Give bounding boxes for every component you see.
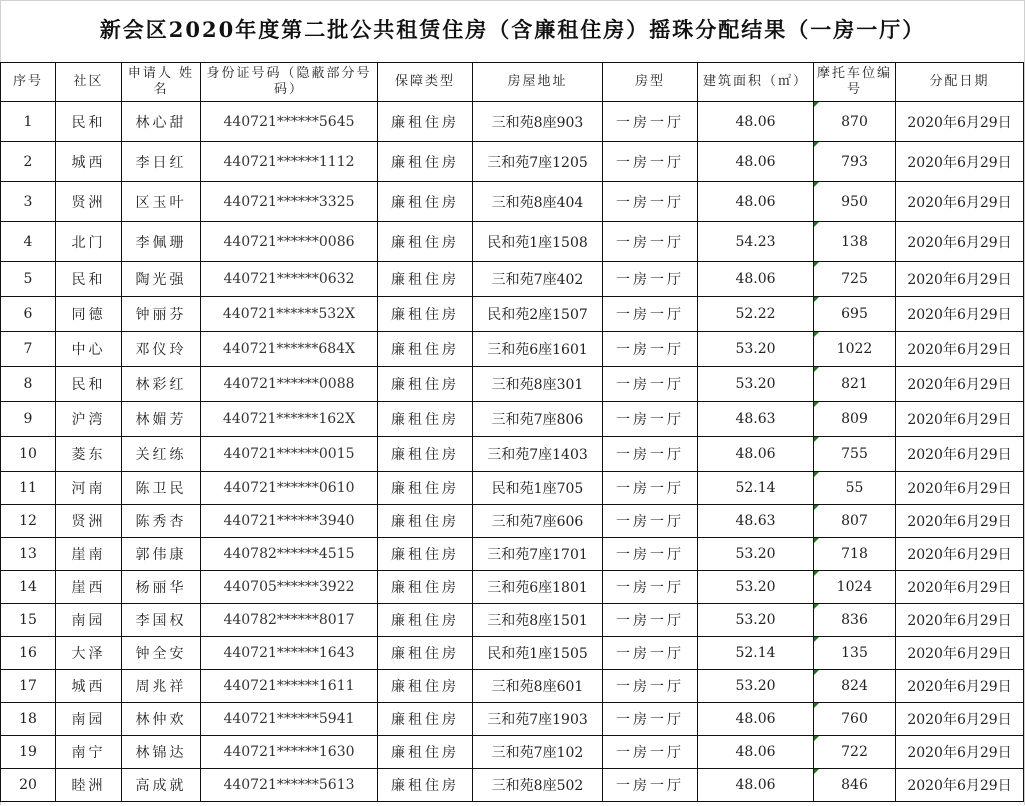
cell-date: 2020年6月29日	[896, 437, 1024, 472]
cell-moto-slot: 135	[814, 637, 896, 670]
table-row	[1, 472, 1024, 505]
cell-layout: 一房一厅	[603, 604, 698, 637]
header-id-number: 身份证号码（隐蔽部分号码）	[201, 63, 378, 102]
cell-address: 民和苑2座1507	[473, 297, 603, 332]
cell-moto-slot: 138	[814, 222, 896, 262]
cell-address: 三和苑8座903	[473, 102, 603, 142]
cell-seq: 1	[1, 102, 56, 142]
cell-id-number: 440721******0610	[201, 472, 378, 505]
cell-housing-type: 廉租住房	[378, 182, 473, 222]
cell-housing-type: 廉租住房	[378, 637, 473, 670]
cell-area: 48.63	[698, 402, 814, 437]
cell-housing-type: 廉租住房	[378, 142, 473, 182]
cell-community: 河南	[56, 472, 122, 505]
cell-moto-slot: 718	[814, 538, 896, 571]
cell-housing-type: 廉租住房	[378, 670, 473, 703]
cell-area: 52.14	[698, 637, 814, 670]
table-row	[1, 571, 1024, 604]
cell-community: 崖西	[56, 571, 122, 604]
cell-moto-slot: 950	[814, 182, 896, 222]
table-row	[1, 670, 1024, 703]
cell-id-number: 440721******5645	[201, 102, 378, 142]
allocation-table	[0, 62, 1024, 802]
cell-seq: 13	[1, 538, 56, 571]
cell-moto-slot: 1024	[814, 571, 896, 604]
cell-id-number: 440705******3922	[201, 571, 378, 604]
cell-moto-slot: 870	[814, 102, 896, 142]
cell-applicant: 区玉叶	[122, 182, 201, 222]
cell-date: 2020年6月29日	[896, 769, 1024, 802]
cell-address: 三和苑7座102	[473, 736, 603, 769]
cell-applicant: 周兆祥	[122, 670, 201, 703]
cell-housing-type: 廉租住房	[378, 571, 473, 604]
cell-area: 48.63	[698, 505, 814, 538]
cell-housing-type: 廉租住房	[378, 769, 473, 802]
cell-id-number: 440721******3325	[201, 182, 378, 222]
cell-address: 三和苑7座1205	[473, 142, 603, 182]
header-applicant: 申请人 姓名	[122, 63, 201, 102]
cell-area: 48.06	[698, 736, 814, 769]
cell-address: 三和苑7座402	[473, 262, 603, 297]
cell-id-number: 440721******5613	[201, 769, 378, 802]
cell-moto-slot: 793	[814, 142, 896, 182]
cell-moto-slot: 807	[814, 505, 896, 538]
cell-area: 48.06	[698, 142, 814, 182]
cell-address: 三和苑7座806	[473, 402, 603, 437]
cell-address: 三和苑7座1403	[473, 437, 603, 472]
cell-area: 52.22	[698, 297, 814, 332]
cell-area: 53.20	[698, 604, 814, 637]
cell-seq: 4	[1, 222, 56, 262]
cell-area: 53.20	[698, 670, 814, 703]
cell-community: 同德	[56, 297, 122, 332]
cell-seq: 2	[1, 142, 56, 182]
cell-address: 三和苑6座1801	[473, 571, 603, 604]
cell-seq: 11	[1, 472, 56, 505]
header-row	[1, 63, 1024, 102]
cell-housing-type: 廉租住房	[378, 538, 473, 571]
table-row	[1, 604, 1024, 637]
cell-date: 2020年6月29日	[896, 571, 1024, 604]
cell-community: 沪湾	[56, 402, 122, 437]
cell-area: 52.14	[698, 472, 814, 505]
cell-date: 2020年6月29日	[896, 297, 1024, 332]
cell-layout: 一房一厅	[603, 736, 698, 769]
cell-applicant: 高成就	[122, 769, 201, 802]
header-moto-slot: 摩托车位编号	[814, 63, 896, 102]
cell-community: 南园	[56, 604, 122, 637]
cell-seq: 10	[1, 437, 56, 472]
cell-area: 48.06	[698, 437, 814, 472]
cell-date: 2020年6月29日	[896, 332, 1024, 367]
cell-applicant: 李佩珊	[122, 222, 201, 262]
cell-address: 三和苑8座601	[473, 670, 603, 703]
cell-moto-slot: 824	[814, 670, 896, 703]
cell-area: 48.06	[698, 262, 814, 297]
cell-layout: 一房一厅	[603, 670, 698, 703]
cell-housing-type: 廉租住房	[378, 262, 473, 297]
table-row	[1, 297, 1024, 332]
table-row	[1, 142, 1024, 182]
cell-community: 南宁	[56, 736, 122, 769]
cell-area: 53.20	[698, 571, 814, 604]
cell-housing-type: 廉租住房	[378, 736, 473, 769]
cell-housing-type: 廉租住房	[378, 332, 473, 367]
cell-applicant: 林仲欢	[122, 703, 201, 736]
cell-seq: 6	[1, 297, 56, 332]
cell-id-number: 440721******0632	[201, 262, 378, 297]
cell-community: 南园	[56, 703, 122, 736]
cell-moto-slot: 809	[814, 402, 896, 437]
cell-layout: 一房一厅	[603, 637, 698, 670]
cell-applicant: 郭伟康	[122, 538, 201, 571]
cell-community: 民和	[56, 102, 122, 142]
cell-housing-type: 廉租住房	[378, 472, 473, 505]
cell-area: 48.06	[698, 182, 814, 222]
cell-id-number: 440721******162X	[201, 402, 378, 437]
cell-moto-slot: 760	[814, 703, 896, 736]
header-date: 分配日期	[896, 63, 1024, 102]
cell-seq: 3	[1, 182, 56, 222]
table-row	[1, 182, 1024, 222]
table-body	[1, 102, 1024, 802]
header-community: 社区	[56, 63, 122, 102]
table-row	[1, 538, 1024, 571]
cell-housing-type: 廉租住房	[378, 367, 473, 402]
header-seq: 序号	[1, 63, 56, 102]
cell-date: 2020年6月29日	[896, 703, 1024, 736]
cell-date: 2020年6月29日	[896, 262, 1024, 297]
cell-area: 53.20	[698, 538, 814, 571]
cell-applicant: 林媚芳	[122, 402, 201, 437]
cell-applicant: 林彩红	[122, 367, 201, 402]
cell-address: 民和苑1座705	[473, 472, 603, 505]
cell-id-number: 440721******1611	[201, 670, 378, 703]
cell-address: 三和苑7座606	[473, 505, 603, 538]
cell-housing-type: 廉租住房	[378, 505, 473, 538]
cell-address: 民和苑1座1505	[473, 637, 603, 670]
cell-moto-slot: 55	[814, 472, 896, 505]
cell-address: 民和苑1座1508	[473, 222, 603, 262]
cell-area: 48.06	[698, 703, 814, 736]
cell-housing-type: 廉租住房	[378, 437, 473, 472]
cell-address: 三和苑8座1501	[473, 604, 603, 637]
cell-date: 2020年6月29日	[896, 505, 1024, 538]
cell-id-number: 440721******1643	[201, 637, 378, 670]
cell-seq: 5	[1, 262, 56, 297]
table-row	[1, 769, 1024, 802]
cell-seq: 15	[1, 604, 56, 637]
cell-seq: 9	[1, 402, 56, 437]
cell-date: 2020年6月29日	[896, 402, 1024, 437]
cell-applicant: 陈卫民	[122, 472, 201, 505]
cell-applicant: 林心甜	[122, 102, 201, 142]
cell-applicant: 钟全安	[122, 637, 201, 670]
cell-moto-slot: 821	[814, 367, 896, 402]
cell-id-number: 440721******532X	[201, 297, 378, 332]
cell-community: 菱东	[56, 437, 122, 472]
cell-address: 三和苑6座1601	[473, 332, 603, 367]
cell-date: 2020年6月29日	[896, 637, 1024, 670]
cell-date: 2020年6月29日	[896, 604, 1024, 637]
cell-date: 2020年6月29日	[896, 222, 1024, 262]
cell-applicant: 关红练	[122, 437, 201, 472]
cell-seq: 18	[1, 703, 56, 736]
cell-community: 崖南	[56, 538, 122, 571]
table-row	[1, 637, 1024, 670]
cell-date: 2020年6月29日	[896, 670, 1024, 703]
table-row	[1, 437, 1024, 472]
cell-applicant: 钟丽芬	[122, 297, 201, 332]
cell-address: 三和苑8座404	[473, 182, 603, 222]
cell-applicant: 陶光强	[122, 262, 201, 297]
cell-applicant: 林锦达	[122, 736, 201, 769]
cell-layout: 一房一厅	[603, 262, 698, 297]
cell-layout: 一房一厅	[603, 703, 698, 736]
cell-id-number: 440721******0086	[201, 222, 378, 262]
cell-id-number: 440721******0015	[201, 437, 378, 472]
cell-moto-slot: 846	[814, 769, 896, 802]
cell-layout: 一房一厅	[603, 472, 698, 505]
cell-address: 三和苑7座1701	[473, 538, 603, 571]
cell-layout: 一房一厅	[603, 769, 698, 802]
cell-area: 54.23	[698, 222, 814, 262]
cell-date: 2020年6月29日	[896, 102, 1024, 142]
table-row	[1, 102, 1024, 142]
cell-id-number: 440782******4515	[201, 538, 378, 571]
cell-layout: 一房一厅	[603, 142, 698, 182]
cell-moto-slot: 1022	[814, 332, 896, 367]
cell-layout: 一房一厅	[603, 437, 698, 472]
cell-layout: 一房一厅	[603, 571, 698, 604]
cell-housing-type: 廉租住房	[378, 402, 473, 437]
cell-housing-type: 廉租住房	[378, 102, 473, 142]
cell-area: 53.20	[698, 332, 814, 367]
cell-housing-type: 廉租住房	[378, 604, 473, 637]
cell-layout: 一房一厅	[603, 182, 698, 222]
cell-community: 民和	[56, 262, 122, 297]
cell-moto-slot: 755	[814, 437, 896, 472]
cell-id-number: 440721******1112	[201, 142, 378, 182]
cell-housing-type: 廉租住房	[378, 297, 473, 332]
header-address: 房屋地址	[473, 63, 603, 102]
cell-community: 贤洲	[56, 505, 122, 538]
cell-applicant: 杨丽华	[122, 571, 201, 604]
cell-id-number: 440721******5941	[201, 703, 378, 736]
cell-id-number: 440721******0088	[201, 367, 378, 402]
cell-layout: 一房一厅	[603, 505, 698, 538]
cell-seq: 20	[1, 769, 56, 802]
table-row	[1, 736, 1024, 769]
cell-layout: 一房一厅	[603, 102, 698, 142]
cell-date: 2020年6月29日	[896, 736, 1024, 769]
cell-seq: 17	[1, 670, 56, 703]
cell-id-number: 440721******684X	[201, 332, 378, 367]
cell-layout: 一房一厅	[603, 538, 698, 571]
cell-layout: 一房一厅	[603, 367, 698, 402]
document-title: 新会区2020年度第二批公共租赁住房（含廉租住房）摇珠分配结果（一房一厅）	[99, 17, 926, 42]
cell-layout: 一房一厅	[603, 402, 698, 437]
cell-date: 2020年6月29日	[896, 367, 1024, 402]
cell-community: 城西	[56, 670, 122, 703]
table-row	[1, 703, 1024, 736]
header-layout: 房型	[603, 63, 698, 102]
cell-layout: 一房一厅	[603, 222, 698, 262]
cell-seq: 7	[1, 332, 56, 367]
cell-housing-type: 廉租住房	[378, 222, 473, 262]
cell-moto-slot: 725	[814, 262, 896, 297]
cell-area: 48.06	[698, 769, 814, 802]
cell-community: 北门	[56, 222, 122, 262]
cell-seq: 19	[1, 736, 56, 769]
cell-moto-slot: 836	[814, 604, 896, 637]
cell-seq: 14	[1, 571, 56, 604]
cell-moto-slot: 695	[814, 297, 896, 332]
cell-seq: 8	[1, 367, 56, 402]
cell-community: 大泽	[56, 637, 122, 670]
cell-community: 贤洲	[56, 182, 122, 222]
cell-layout: 一房一厅	[603, 297, 698, 332]
table-row	[1, 367, 1024, 402]
cell-id-number: 440721******3940	[201, 505, 378, 538]
table-row	[1, 332, 1024, 367]
table-row	[1, 505, 1024, 538]
cell-applicant: 陈秀杏	[122, 505, 201, 538]
cell-date: 2020年6月29日	[896, 142, 1024, 182]
cell-address: 三和苑7座1903	[473, 703, 603, 736]
cell-community: 城西	[56, 142, 122, 182]
table-row	[1, 402, 1024, 437]
cell-community: 民和	[56, 367, 122, 402]
cell-layout: 一房一厅	[603, 332, 698, 367]
cell-applicant: 李国权	[122, 604, 201, 637]
cell-area: 48.06	[698, 102, 814, 142]
cell-community: 中心	[56, 332, 122, 367]
cell-id-number: 440721******1630	[201, 736, 378, 769]
cell-applicant: 李日红	[122, 142, 201, 182]
header-housing-type: 保障类型	[378, 63, 473, 102]
cell-applicant: 邓仪玲	[122, 332, 201, 367]
cell-id-number: 440782******8017	[201, 604, 378, 637]
cell-area: 53.20	[698, 367, 814, 402]
cell-date: 2020年6月29日	[896, 472, 1024, 505]
cell-community: 睦洲	[56, 769, 122, 802]
header-area: 建筑面积（㎡）	[698, 63, 814, 102]
cell-seq: 12	[1, 505, 56, 538]
cell-housing-type: 廉租住房	[378, 703, 473, 736]
cell-date: 2020年6月29日	[896, 538, 1024, 571]
table-row	[1, 262, 1024, 297]
cell-address: 三和苑8座502	[473, 769, 603, 802]
cell-seq: 16	[1, 637, 56, 670]
cell-date: 2020年6月29日	[896, 182, 1024, 222]
cell-moto-slot: 722	[814, 736, 896, 769]
table-row	[1, 222, 1024, 262]
cell-address: 三和苑8座301	[473, 367, 603, 402]
